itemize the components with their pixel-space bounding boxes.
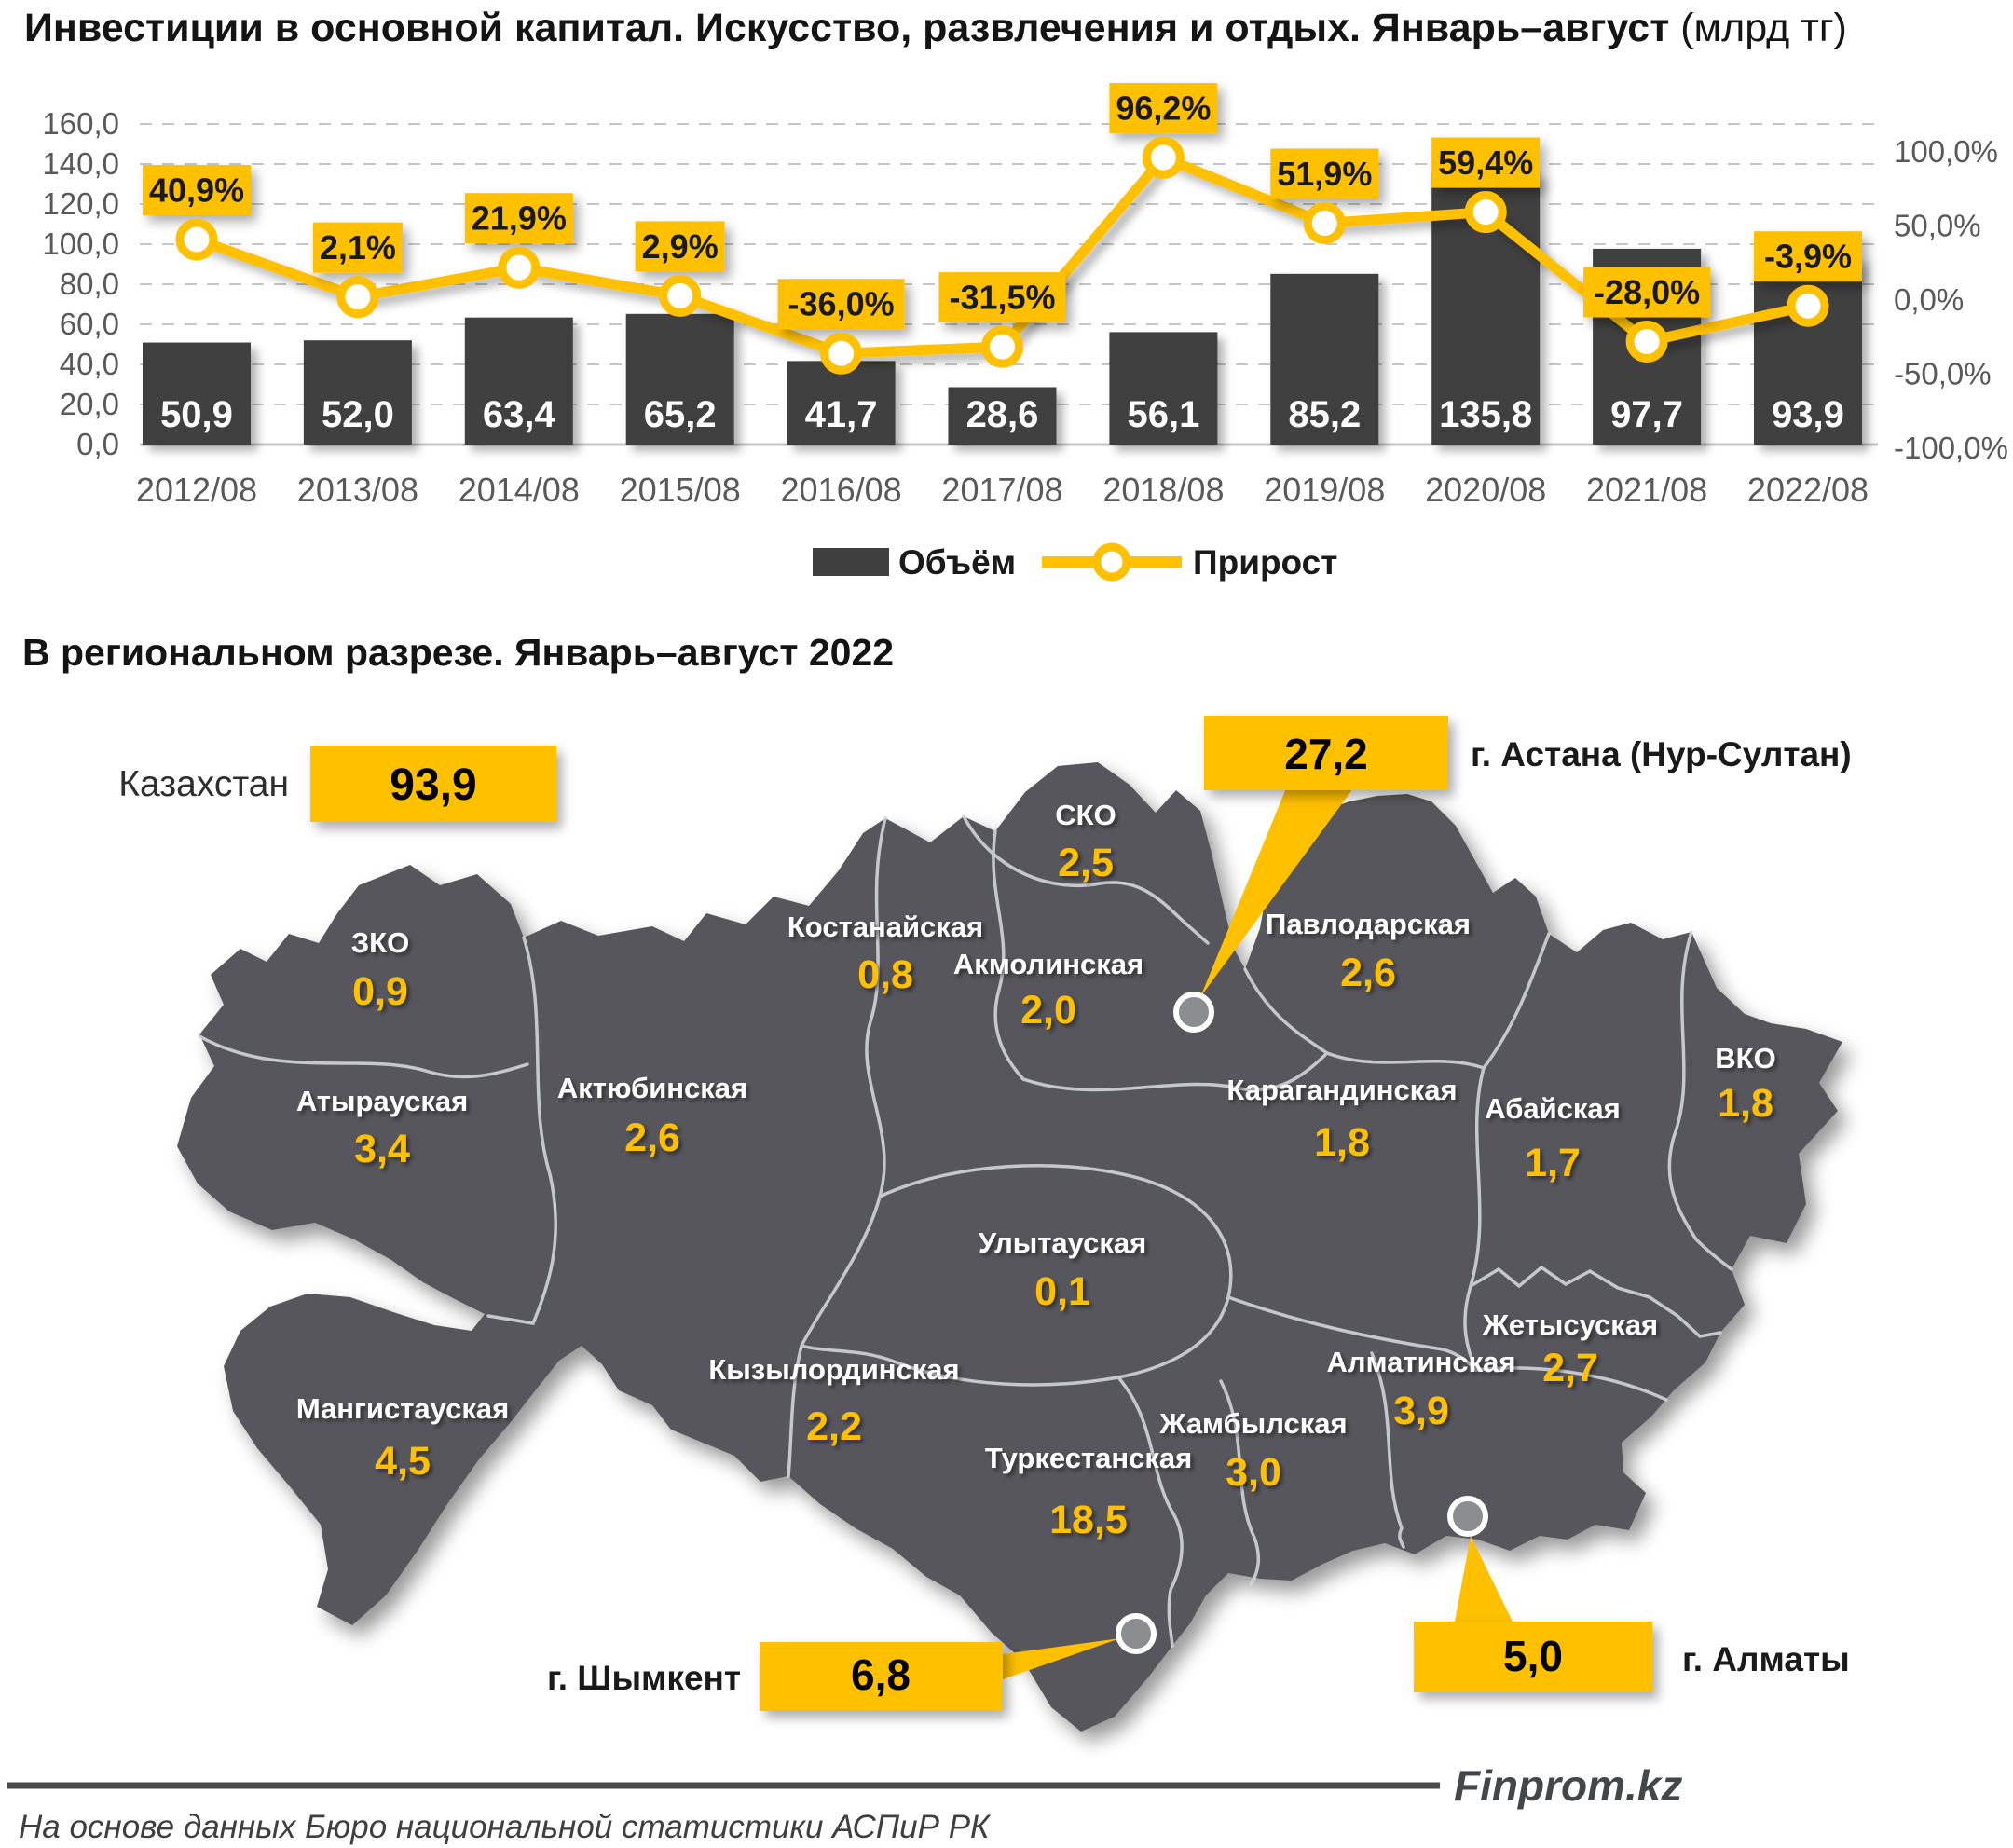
bar-value-2016/08: 41,7 bbox=[804, 394, 878, 435]
y-right-tick-50: 50,0% bbox=[1894, 208, 1981, 243]
region-value-15: 4,5 bbox=[375, 1439, 431, 1484]
region-name-13: Кызылординская bbox=[708, 1353, 960, 1386]
region-name-5: ЗКО bbox=[350, 926, 410, 959]
astana-value: 27,2 bbox=[1284, 730, 1368, 778]
y-left-tick-40: 40,0 bbox=[59, 347, 119, 381]
line-point-2018/08 bbox=[1146, 141, 1180, 174]
growth-label-2019/08: 51,9% bbox=[1277, 154, 1373, 193]
growth-label-2022/08: -3,9% bbox=[1763, 237, 1853, 276]
almaty-marker-icon bbox=[1450, 1499, 1486, 1534]
region-value-9: 1,7 bbox=[1525, 1141, 1581, 1185]
y-left-tick-140: 140,0 bbox=[42, 146, 119, 181]
city-callout-almaty bbox=[1414, 1499, 1850, 1692]
astana-marker-icon bbox=[1176, 994, 1212, 1030]
astana-label: г. Астана (Нур-Султан) bbox=[1471, 735, 1852, 773]
region-name-16: Жамбылская bbox=[1159, 1407, 1348, 1440]
bar-value-2014/08: 63,4 bbox=[482, 394, 555, 435]
line-point-2020/08 bbox=[1469, 196, 1502, 229]
region-value-2: 0,8 bbox=[857, 952, 913, 997]
y-left-tick-80: 80,0 bbox=[59, 267, 119, 301]
chart-left-axis bbox=[42, 106, 119, 461]
region-name-7: Актюбинская bbox=[556, 1072, 748, 1104]
page-title bbox=[24, 6, 1847, 50]
line-point-2016/08 bbox=[825, 336, 858, 370]
line-point-2021/08 bbox=[1630, 325, 1664, 359]
y-left-tick-160: 160,0 bbox=[42, 106, 119, 141]
region-name-12: Жетысуская bbox=[1482, 1308, 1659, 1341]
region-section-heading: В региональном разрезе. Январь–август 2022 bbox=[22, 631, 895, 674]
region-name-15: Мангистауская bbox=[295, 1392, 510, 1425]
line-point-2015/08 bbox=[664, 279, 697, 312]
line-point-2017/08 bbox=[986, 330, 1020, 363]
region-name-14: Алматинская bbox=[1326, 1346, 1516, 1378]
brand-logo: Finprom.kz bbox=[1454, 1761, 1683, 1810]
line-point-2022/08 bbox=[1791, 289, 1825, 322]
region-value-7: 2,6 bbox=[624, 1116, 680, 1160]
line-point-2019/08 bbox=[1308, 206, 1341, 240]
y-left-tick-120: 120,0 bbox=[42, 186, 119, 221]
shymkent-label: г. Шымкент bbox=[547, 1659, 741, 1697]
bar-value-2015/08: 65,2 bbox=[643, 394, 717, 435]
chart-legend bbox=[813, 543, 1337, 582]
x-label-2020/08: 2020/08 bbox=[1425, 471, 1547, 509]
region-value-12: 2,7 bbox=[1542, 1346, 1598, 1390]
x-label-2012/08: 2012/08 bbox=[135, 471, 258, 509]
region-name-2: Костанайская bbox=[787, 910, 984, 943]
region-name-1: СКО bbox=[1055, 799, 1116, 831]
x-label-2021/08: 2021/08 bbox=[1586, 471, 1708, 509]
x-label-2016/08: 2016/08 bbox=[780, 471, 902, 509]
region-name-3: Акмолинская bbox=[952, 948, 1144, 980]
line-point-2013/08 bbox=[341, 281, 375, 314]
page-title-unit: (млрд тг) bbox=[1669, 6, 1847, 50]
region-name-10: ВКО bbox=[1715, 1042, 1776, 1075]
y-right-tick--50: -50,0% bbox=[1894, 356, 1992, 391]
growth-label-2020/08: 59,4% bbox=[1438, 144, 1534, 183]
almaty-label: г. Алматы bbox=[1682, 1640, 1850, 1678]
growth-label-2018/08: 96,2% bbox=[1116, 89, 1212, 128]
region-name-6: Атырауская bbox=[295, 1085, 469, 1117]
legend-bar-label: Объём bbox=[898, 543, 1017, 582]
region-value-3: 2,0 bbox=[1020, 988, 1076, 1033]
growth-label-2014/08: 21,9% bbox=[471, 198, 567, 238]
region-name-8: Карагандинская bbox=[1226, 1074, 1458, 1106]
y-left-tick-100: 100,0 bbox=[42, 226, 119, 261]
y-left-tick-0: 0,0 bbox=[76, 427, 119, 461]
chart-right-axis bbox=[1894, 134, 2008, 465]
total-label: Казахстан bbox=[118, 764, 289, 804]
x-label-2015/08: 2015/08 bbox=[619, 471, 741, 509]
region-value-4: 2,6 bbox=[1340, 951, 1396, 995]
x-label-2017/08: 2017/08 bbox=[941, 471, 1063, 509]
x-label-2013/08: 2013/08 bbox=[296, 471, 418, 509]
region-value-6: 3,4 bbox=[354, 1127, 410, 1171]
region-value-16: 3,0 bbox=[1226, 1450, 1281, 1495]
total-kazakhstan bbox=[118, 746, 556, 822]
kazakhstan-map bbox=[177, 762, 1842, 1732]
x-label-2014/08: 2014/08 bbox=[458, 471, 580, 509]
almaty-value: 5,0 bbox=[1503, 1632, 1563, 1680]
growth-label-2021/08: -28,0% bbox=[1594, 273, 1701, 312]
y-left-tick-60: 60,0 bbox=[59, 307, 119, 341]
line-point-2012/08 bbox=[180, 223, 213, 256]
region-value-17: 18,5 bbox=[1049, 1498, 1128, 1542]
growth-label-2012/08: 40,9% bbox=[148, 171, 245, 210]
y-right-tick--100: -100,0% bbox=[1894, 431, 2008, 465]
bar-value-2021/08: 97,7 bbox=[1610, 394, 1684, 435]
growth-label-2016/08: -36,0% bbox=[787, 284, 895, 323]
region-value-5: 0,9 bbox=[352, 969, 408, 1014]
chart-x-labels bbox=[136, 471, 1869, 509]
x-label-2019/08: 2019/08 bbox=[1264, 471, 1386, 509]
bar-value-2013/08: 52,0 bbox=[321, 394, 394, 435]
growth-label-2013/08: 2,1% bbox=[319, 228, 396, 267]
region-name-9: Абайская bbox=[1485, 1092, 1621, 1125]
legend-line-marker-icon bbox=[1097, 547, 1127, 577]
legend-bar-swatch bbox=[813, 548, 889, 576]
y-left-tick-20: 20,0 bbox=[59, 387, 119, 421]
bar-value-2019/08: 85,2 bbox=[1288, 394, 1362, 435]
region-name-17: Туркестанская bbox=[984, 1442, 1193, 1474]
bar-value-2018/08: 56,1 bbox=[1127, 394, 1200, 435]
bar-value-2012/08: 50,9 bbox=[160, 394, 233, 435]
region-value-10: 1,8 bbox=[1718, 1081, 1773, 1126]
region-name-4: Павлодарская bbox=[1266, 908, 1471, 940]
x-label-2018/08: 2018/08 bbox=[1102, 471, 1225, 509]
region-name-11: Улытауская bbox=[978, 1226, 1147, 1259]
total-value: 93,9 bbox=[390, 760, 477, 810]
shymkent-value: 6,8 bbox=[851, 1650, 911, 1699]
legend-line-label: Прирост bbox=[1193, 543, 1338, 582]
bar-value-2020/08: 135,8 bbox=[1439, 394, 1533, 435]
x-label-2022/08: 2022/08 bbox=[1746, 471, 1869, 509]
line-point-2014/08 bbox=[502, 251, 536, 284]
bar-value-2017/08: 28,6 bbox=[965, 394, 1039, 435]
growth-label-2017/08: -31,5% bbox=[949, 278, 1056, 317]
growth-label-2015/08: 2,9% bbox=[641, 226, 719, 266]
footer-source: На основе данных Бюро национальной статистики АСПиР РК bbox=[19, 1809, 990, 1845]
y-right-tick-0: 0,0% bbox=[1894, 282, 1965, 317]
region-value-13: 2,2 bbox=[806, 1404, 862, 1449]
shymkent-marker-icon bbox=[1118, 1616, 1154, 1651]
region-value-8: 1,8 bbox=[1314, 1120, 1370, 1165]
y-right-tick-100: 100,0% bbox=[1894, 134, 1998, 169]
region-value-1: 2,5 bbox=[1058, 841, 1114, 885]
region-value-14: 3,9 bbox=[1393, 1389, 1449, 1433]
region-value-11: 0,1 bbox=[1034, 1269, 1090, 1314]
page-title-main: Инвестиции в основной капитал. Искусство, развлечения и отдых. Январь–август bbox=[24, 6, 1670, 50]
almaty-callout-pointer bbox=[1455, 1536, 1513, 1622]
bar-value-2022/08: 93,9 bbox=[1772, 394, 1844, 435]
